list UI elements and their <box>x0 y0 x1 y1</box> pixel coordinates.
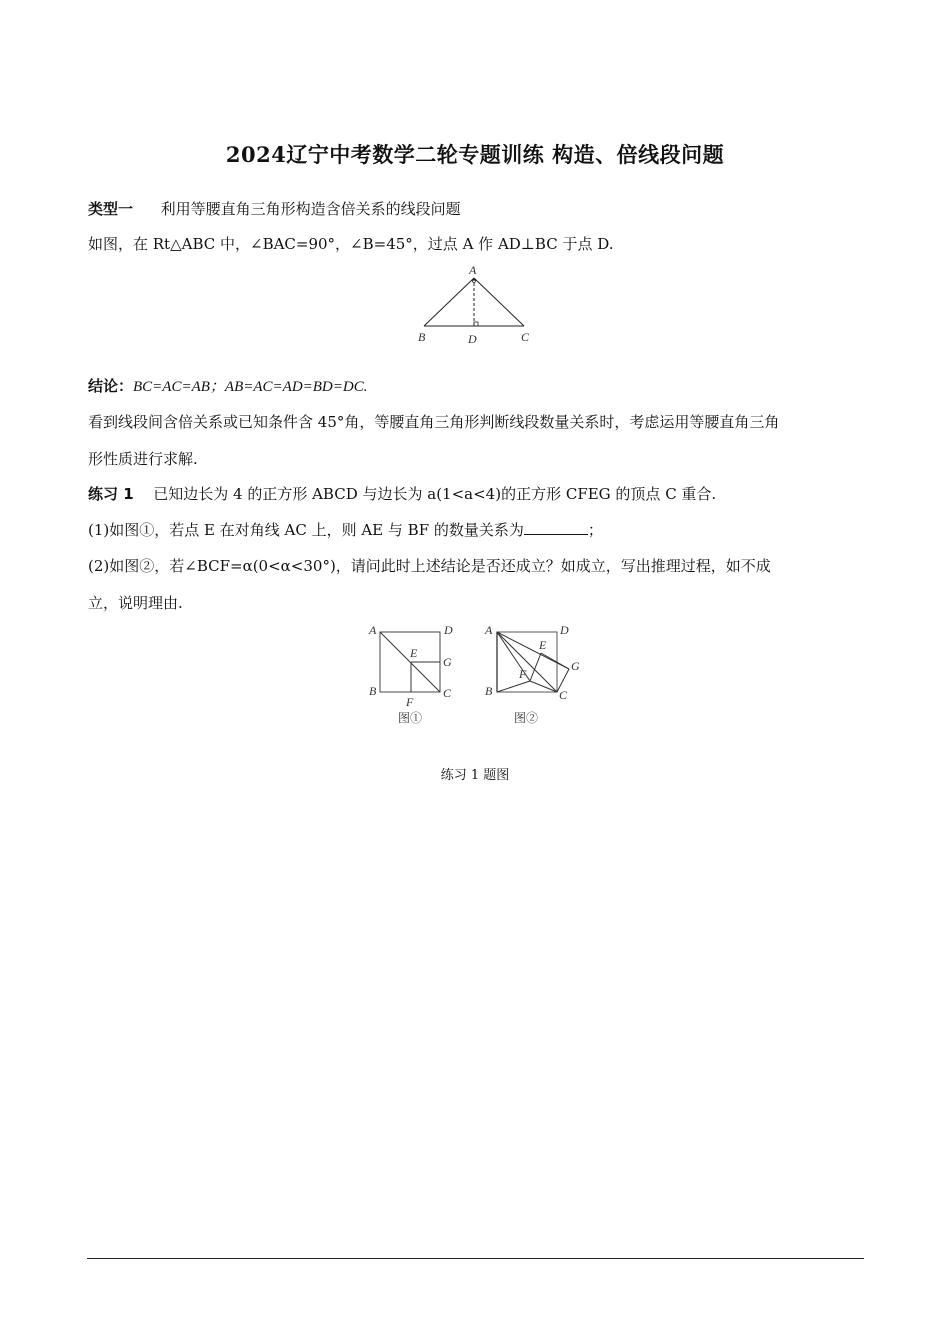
section-label: 类型一 <box>88 200 134 218</box>
label-D: D <box>444 623 453 637</box>
question-2-line-1: (2)如图②，若∠BCF=α(0<α<30°)，请问此时上述结论是否还成立？如成立，写出推理过程，如不成 <box>88 557 771 575</box>
label-C: C <box>521 330 530 344</box>
figure-2-caption: 图② <box>514 711 539 725</box>
label-D: D <box>468 332 477 346</box>
question-1-suffix: ； <box>587 521 603 539</box>
label-A: A <box>469 263 477 277</box>
conclusion <box>88 376 367 397</box>
label-F: F <box>519 667 527 681</box>
exercise-statement <box>88 484 716 504</box>
intro-text: 如图，在 Rt△ABC 中，∠BAC=90°，∠B=45°，过点 A 作 AD⊥BC 于点 D. <box>88 235 614 253</box>
label-A: A <box>485 623 493 637</box>
label-E: E <box>539 638 547 652</box>
question-1-text: (1)如图①，若点 E 在对角线 AC 上，则 AE 与 BF 的数量关系为 <box>88 521 524 539</box>
label-G: G <box>443 655 452 669</box>
figure-1-caption: 图① <box>398 711 423 725</box>
page-title: 2024辽宁中考数学二轮专题训练 构造、倍线段问题 <box>225 142 725 167</box>
figure-2 <box>480 620 595 734</box>
figure-triangle <box>412 262 542 356</box>
footer-divider <box>87 1258 864 1259</box>
question-2-line-2: 立，说明理由. <box>88 594 183 612</box>
figure-1 <box>366 620 466 734</box>
tip-line-1: 看到线段间含倍关系或已知条件含 45°角，等腰直角三角形判断线段数量关系时，考虑运用等腰直角三角 <box>88 413 780 431</box>
label-E: E <box>410 646 418 660</box>
question-1 <box>88 520 603 540</box>
conclusion-text: BC=AC=AB；AB=AC=AD=BD=DC. <box>133 379 368 395</box>
figure-caption: 练习 1 题图 <box>440 768 510 783</box>
label-A: A <box>369 623 377 637</box>
label-C: C <box>559 688 568 702</box>
conclusion-label: 结论： <box>88 377 134 395</box>
tip-line-2: 形性质进行求解. <box>88 450 198 468</box>
section-heading <box>88 199 461 219</box>
label-C: C <box>443 686 452 700</box>
label-B: B <box>418 330 426 344</box>
label-B: B <box>369 684 377 698</box>
label-B: B <box>485 684 493 698</box>
exercise-text: 已知边长为 4 的正方形 ABCD 与边长为 a(1<a<4)的正方形 CFEG 的顶点 C 重合. <box>153 485 717 503</box>
section-title: 利用等腰直角三角形构造含倍关系的线段问题 <box>160 200 461 218</box>
exercise-label: 练习 1 <box>88 485 134 503</box>
label-G: G <box>571 659 580 673</box>
answer-blank[interactable] <box>524 520 588 535</box>
label-F: F <box>406 695 414 709</box>
label-D: D <box>560 623 569 637</box>
